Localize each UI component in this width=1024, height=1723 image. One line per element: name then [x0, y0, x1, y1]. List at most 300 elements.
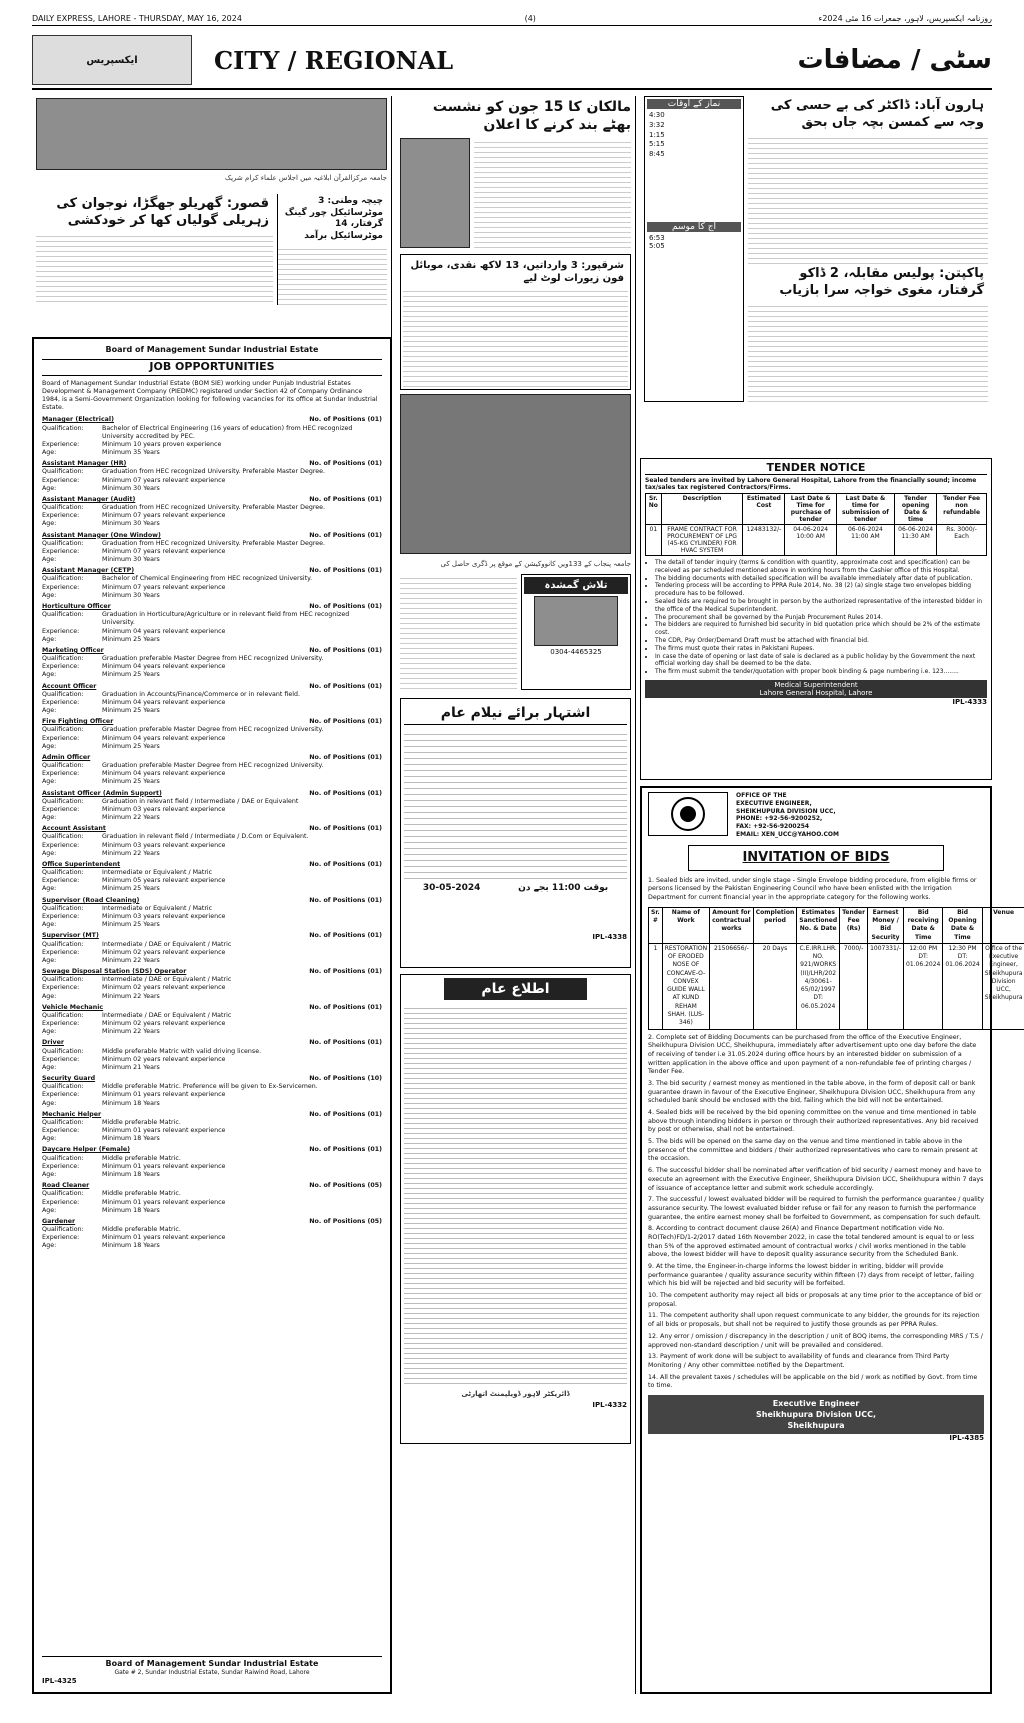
- job-position: [42, 1039, 382, 1072]
- job-position-count: No. of Positions (01): [309, 602, 382, 610]
- label: Qualification:: [42, 940, 84, 948]
- experience: Minimum 01 years relevant experience: [102, 1091, 226, 1099]
- qualification: Graduation from HEC recognized University. Preferable Master Degree.: [102, 468, 326, 476]
- table-cell: FRAME CONTRACT FOR PROCUREMENT OF LPG (45-KG CYLINDER) FOR HVAC SYSTEM: [661, 525, 743, 556]
- ipl-code: IPL-4385: [949, 1434, 984, 1443]
- label: Qualification:: [42, 904, 84, 912]
- table-cell: Rs. 3000/- Each: [937, 525, 987, 556]
- age: Minimum 25 Years: [102, 778, 160, 786]
- auction-text: [404, 729, 627, 879]
- tender-intro: Sealed tenders are invited by Lahore General Hospital, Lahore from the financially sound; income tax/sales tax registered Contractors/Firms.: [645, 477, 977, 491]
- header-left: DAILY EXPRESS, LAHORE - THURSDAY, MAY 16, 2024: [32, 14, 242, 23]
- age: Minimum 30 Years: [102, 556, 160, 564]
- experience: Minimum 03 years relevant experience: [102, 805, 226, 813]
- experience: Minimum 04 years relevant experience: [102, 770, 226, 778]
- age: Minimum 22 Years: [102, 849, 160, 857]
- qualification: Graduation in relevant field / Intermediate / D.Com or Equivalent.: [102, 833, 309, 841]
- story-text: [278, 245, 387, 305]
- job-position-count: No. of Positions (01): [309, 416, 382, 424]
- label: Experience:: [42, 476, 80, 484]
- bids-table: [648, 907, 1024, 1030]
- label: Age:: [42, 449, 57, 457]
- tender-note: • Tendering process will be according to PPRA Rule 2014, No. 38 (2) (a) single stage two envelopes bidding procedure has to be followed.: [655, 582, 987, 598]
- label: Experience:: [42, 913, 80, 920]
- label: Qualification:: [42, 869, 84, 877]
- group-photo: [36, 98, 387, 170]
- experience: Minimum 04 years relevant experience: [102, 627, 226, 635]
- label: Qualification:: [42, 797, 84, 805]
- auction-title: اشتہار برائے نیلام عام: [404, 702, 627, 725]
- invitation-para: 9. At the time, the Engineer-in-charge informs the lowest bidder in writing, bidder will provide performance guarantee / quality assurance security within fifteen (7) days from receipt of letter, failing which his bid will be rejected and bid security will be forfeited.: [648, 1263, 974, 1288]
- job-position-name: Driver: [42, 1039, 64, 1047]
- age: Minimum 25 Years: [102, 742, 160, 750]
- label: Qualification:: [42, 655, 84, 663]
- job-position-name: Supervisor (Road Cleaning): [42, 896, 140, 904]
- invitation-para: 6. The successful bidder shall be nominated after verification of bid security / earnest money and have to execute an agreement with the Executive Engineer, Sheikhupura Division UCC, Sheikhupura within 7 days of issuance of acceptance letter and submit work schedule accordingly.: [648, 1167, 984, 1192]
- label: Experience:: [42, 698, 80, 706]
- label: Experience:: [42, 734, 80, 742]
- label: Qualification:: [42, 611, 84, 619]
- story-text: [36, 232, 273, 302]
- label: Age:: [42, 885, 57, 893]
- prayer-time: 3:32: [649, 120, 665, 129]
- office-line: FAX: +92-56-9200254: [736, 823, 810, 831]
- label: Age:: [42, 1063, 57, 1071]
- job-position: [42, 416, 382, 457]
- job-position: [42, 567, 382, 600]
- job-position-count: No. of Positions (01): [309, 718, 382, 726]
- label: Age:: [42, 992, 57, 1000]
- story-text: [474, 138, 631, 248]
- job-position: [42, 683, 382, 716]
- label: Qualification:: [42, 726, 84, 734]
- table-cell: 21506656/-: [710, 943, 754, 1029]
- age: Minimum 22 Years: [102, 992, 160, 1000]
- label: Age:: [42, 956, 57, 964]
- invitation-para: 5. The bids will be opened on the same day on the venue and time mentioned in table above in the presence of the committee and bidders / their authorized representatives who care to remain present at the occasion.: [648, 1138, 978, 1163]
- age: Minimum 22 Years: [102, 956, 160, 964]
- label: Experience:: [42, 877, 80, 885]
- table-cell: 7000/-: [840, 943, 868, 1029]
- table-cell: 20 Days: [753, 943, 797, 1029]
- label: Experience:: [42, 1198, 80, 1206]
- headline-robbery: شرقپور: 3 وارداتیں، 13 لاکھ نقدی، موبائل فون زیورات لوٹ لیے: [410, 260, 624, 285]
- table-cell: Bid Opening Date & Time: [943, 907, 982, 943]
- table-cell: 04-06-2024 10:00 AM: [785, 525, 836, 556]
- label: Experience:: [42, 770, 80, 778]
- table-cell: Earnest Money / Bid Security: [868, 907, 904, 943]
- qualification: Middle preferable Matric.: [102, 1154, 181, 1162]
- table-cell: Bid receiving Date & Time: [904, 907, 943, 943]
- job-position-count: No. of Positions (10): [309, 1075, 382, 1083]
- table-cell: Estimated Cost: [743, 494, 785, 525]
- job-position: [42, 1146, 382, 1179]
- job-position-count: No. of Positions (01): [309, 460, 382, 468]
- label: Qualification:: [42, 539, 84, 547]
- invitation-para: 7. The successful / lowest evaluated bidder will be required to furnish the performance guarantee / quality assurance security. The lowest evaluated bidder refuse or fail for any reason to furnish the performance guarantee, the entire earnest money shall be forfeited to Government, as compensation for such default.: [648, 1196, 984, 1221]
- job-position-name: Gardener: [42, 1217, 76, 1225]
- table-cell: Tender opening Date & time: [894, 494, 936, 525]
- qualification: Intermediate / DAE or Equivalent / Matric: [102, 976, 232, 984]
- age: Minimum 30 Years: [102, 484, 160, 492]
- job-org: Board of Management Sundar Industrial Estate: [105, 345, 319, 354]
- label: Age:: [42, 520, 57, 528]
- qualification: Graduation preferable Master Degree from HEC recognized University.: [102, 726, 324, 734]
- experience: Minimum 04 years relevant experience: [102, 734, 226, 742]
- section-banner: [32, 32, 992, 90]
- prayer-times: [647, 109, 741, 162]
- qualification: Graduation in Horticulture/Agriculture or in relevant field from HEC recognized University.: [102, 611, 350, 627]
- tender-note: • The procurement shall be governed by the Punjab Procurement Rules 2014.: [655, 614, 987, 622]
- table-cell: Last Date & time for submission of tender: [836, 494, 894, 525]
- table-cell: Tender Fee non refundable: [937, 494, 987, 525]
- experience: Minimum 02 years relevant experience: [102, 948, 226, 956]
- punjab-emblem-icon: [648, 792, 728, 836]
- job-position-name: Horticulture Officer: [42, 602, 111, 610]
- job-position-name: Assistant Manager (One Window): [42, 531, 161, 539]
- table-cell: Sr. #: [649, 907, 663, 943]
- label: Qualification:: [42, 1154, 84, 1162]
- job-position-count: No. of Positions (01): [309, 1039, 382, 1047]
- qualification: Middle preferable Matric.: [102, 1190, 181, 1198]
- notice-footer: ڈائریکٹر لاہور ڈویلپمنٹ اتھارٹی: [461, 1390, 570, 1398]
- qualification: Graduation preferable Master Degree from HEC recognized University.: [102, 655, 324, 663]
- invitation-para: 2. Complete set of Bidding Documents can be purchased from the office of the Executive Engineer, Sheikhupura Division UCC, Sheikhupura, immediately after advertisement upto one day before the date of receiving of tender i.e 31.05.2024 during office hours by an interested bidder on submission of a written application in the above office and upon payment of a non-refundable fee of printing charges / Tender Fee.: [648, 1033, 977, 1076]
- tender-note: • Sealed bids are required to be brought in person by the authorized representative of the interested bidder in the office of the Medical Superintendent.: [655, 598, 987, 614]
- job-position-count: No. of Positions (01): [309, 825, 382, 833]
- notice-text: [404, 1004, 627, 1384]
- auction-date: 30-05-2024: [422, 883, 481, 893]
- ipl-code: IPL-4325: [42, 1676, 77, 1685]
- table-cell: C.E.IRR.LHR. NO. 921/WORKS (II)/LHR/202 4/30061-65/02/1997 DT: 06.05.2024: [797, 943, 840, 1029]
- label: Qualification:: [42, 575, 84, 583]
- qualification: Bachelor of Chemical Engineering from HEC recognized University.: [102, 575, 312, 583]
- label: Age:: [42, 1028, 57, 1036]
- story-text: [748, 134, 988, 264]
- story-text: [400, 574, 517, 690]
- table-cell: 12:30 PM DT: 01.06.2024: [943, 943, 982, 1029]
- job-position-count: No. of Positions (01): [309, 1110, 382, 1118]
- job-position-count: No. of Positions (05): [309, 1217, 382, 1225]
- experience: Minimum 07 years relevant experience: [102, 476, 226, 484]
- job-position-name: Vehicle Mechanic: [42, 1003, 104, 1011]
- label: Experience:: [42, 1091, 80, 1099]
- experience: Minimum 01 years relevant experience: [102, 1234, 226, 1242]
- job-position-name: Security Guard: [42, 1075, 96, 1083]
- label: Qualification:: [42, 1118, 84, 1126]
- job-position-name: Assistant Manager (Audit): [42, 495, 136, 503]
- tender-note: • The CDR, Pay Order/Demand Draft must be attached with financial bid.: [655, 637, 987, 645]
- job-position-count: No. of Positions (01): [309, 753, 382, 761]
- label: Qualification:: [42, 1011, 84, 1019]
- table-cell: Sr. No: [646, 494, 662, 525]
- missing-title: تلاش گمشدہ: [524, 577, 628, 594]
- office-line: SHEIKHUPURA DIVISION UCC,: [736, 807, 836, 815]
- invitation-of-bids-ad: [640, 786, 1023, 1694]
- section-title: CITY / REGIONAL: [214, 45, 454, 75]
- qualification: Middle preferable Matric with valid driving license.: [102, 1047, 262, 1055]
- label: Age:: [42, 1170, 57, 1178]
- auction-time: بوقت 11:00 بجے دن: [518, 883, 609, 893]
- job-position-name: Assistant Officer (Admin Support): [42, 789, 162, 797]
- age: Minimum 25 Years: [102, 671, 160, 679]
- table-cell: 12:00 PM DT: 01.06.2024: [904, 943, 943, 1029]
- job-position-name: Sewage Disposal Station (SDS) Operator: [42, 968, 187, 976]
- header-right: روزنامہ ایکسپریس، لاہور، جمعرات 16 مئی 2024ء: [818, 14, 992, 23]
- label: Qualification:: [42, 468, 84, 476]
- job-position-name: Daycare Helper (Female): [42, 1146, 131, 1154]
- invitation-para: 8. According to contract document clause 26(A) and Finance Department notification vide No. RO(Tech)FD/1-2/2017 dated 16th November 2022, in case the total tendered amount is equal to or less than 5% of the approved estimated amount of contractual works / civil works mentioned in the table above, the lowest bidder will have to deposit quality assurance security from the Scheduled Bank.: [648, 1225, 975, 1259]
- page-header: [32, 14, 992, 26]
- job-position-name: Marketing Officer: [42, 646, 104, 654]
- engineer-city: Sheikhupura: [787, 1421, 845, 1430]
- label: Experience:: [42, 512, 80, 520]
- label: Experience:: [42, 841, 80, 849]
- label: Qualification:: [42, 1226, 84, 1234]
- job-position-name: Admin Officer: [42, 753, 91, 761]
- office-line: EMAIL: XEN_UCC@YAHOO.COM: [736, 830, 839, 838]
- label: Age:: [42, 849, 57, 857]
- age: Minimum 35 Years: [102, 449, 160, 457]
- invitation-para: 11. The competent authority shall upon request communicate to any bidder, the grounds for its rejection of all bids or proposals, but shall not be required to justify those grounds as per PPRA Rules.: [648, 1312, 980, 1329]
- job-title: JOB OPPORTUNITIES: [42, 359, 382, 375]
- job-position-name: Supervisor (MT): [42, 932, 99, 940]
- weather-time: 5:05: [649, 241, 665, 250]
- story-text: [748, 302, 988, 402]
- qualification: Graduation in relevant field / Intermediate / DAE or Equivalent: [102, 797, 299, 805]
- tender-notes: [645, 559, 987, 676]
- table-cell: 06-06-2024 11:30 AM: [894, 525, 936, 556]
- portrait-photo: [400, 138, 470, 248]
- age: Minimum 25 Years: [102, 707, 160, 715]
- job-position-count: No. of Positions (05): [309, 1182, 382, 1190]
- age: Minimum 25 Years: [102, 885, 160, 893]
- ipl-code: IPL-4333: [952, 697, 987, 706]
- convocation-photo: [400, 394, 631, 554]
- qualification: Graduation from HEC recognized University. Preferable Master Degree.: [102, 504, 326, 512]
- job-position: [42, 1182, 382, 1215]
- job-position-count: No. of Positions (01): [309, 968, 382, 976]
- label: Experience:: [42, 583, 80, 591]
- job-position: [42, 532, 382, 565]
- weather-times: [647, 232, 741, 252]
- label: Qualification:: [42, 762, 84, 770]
- label: Experience:: [42, 1162, 80, 1170]
- table-cell: Office of the Executive Engineer, Sheikhupura Division UCC, Sheikhupura: [982, 943, 1024, 1029]
- job-position-count: No. of Positions (01): [309, 1146, 382, 1154]
- job-position-count: No. of Positions (01): [309, 495, 382, 503]
- job-position: [42, 861, 382, 894]
- job-opportunities-ad: [32, 337, 392, 1694]
- label: Qualification:: [42, 504, 84, 512]
- table-cell: Tender Fee (Rs): [840, 907, 868, 943]
- job-position-name: Assistant Manager (CETP): [42, 567, 135, 575]
- invitation-para: 4. Sealed bids will be received by the bid opening committee on the venue and time mentioned in table above through intending bidders in person or through their authorized representatives. Any bid received by post or otherwise, shall not be entertained.: [648, 1109, 979, 1134]
- tender-table: [645, 493, 987, 556]
- engineer-title: Executive Engineer: [772, 1398, 860, 1408]
- job-position-name: Road Cleaner: [42, 1182, 90, 1190]
- convocation-caption: جامعہ پنجاب کے 133ویں کانووکیشن کے موقع پر ڈگری حاصل کی: [440, 560, 631, 569]
- prayer-time: 4:30: [649, 111, 665, 119]
- tender-note: • The firms must quote their rates in Pakistani Rupees.: [655, 645, 987, 653]
- job-position-name: Fire Fighting Officer: [42, 718, 114, 726]
- tender-note: • In case the date of opening or last date of sale is declared as a public holiday by the Government the next official working day shall be deemed to be the date.: [655, 653, 987, 669]
- age: Minimum 30 Years: [102, 591, 160, 599]
- invitation-para: 14. All the prevalent taxes / schedules will be applicable on the bid / work as notified by Govt. from time to time.: [648, 1373, 978, 1390]
- experience: Minimum 10 years proven experience: [102, 440, 222, 448]
- age: Minimum 21 Years: [102, 1063, 160, 1071]
- label: Experience:: [42, 984, 80, 992]
- label: Age:: [42, 814, 57, 822]
- label: Age:: [42, 484, 57, 492]
- table-cell: RESTORATION OF ERODED NOSE OF CONCAVE-O-CONVEX GUIDE WALL AT KUND REHAM SHAH. (LUS-346): [662, 943, 709, 1029]
- table-cell: Amount for contractual works: [710, 907, 754, 943]
- label: Age:: [42, 742, 57, 750]
- headline-pakpattan: پاکپتن: پولیس مقابلہ، 2 ڈاکو گرفتار، مغوی خواجہ سرا بازیاب: [779, 265, 984, 298]
- qualification: Intermediate or Equivalent / Matric: [102, 904, 213, 912]
- office-line: PHONE: +92-56-9200252,: [736, 815, 823, 823]
- job-position-count: No. of Positions (01): [309, 896, 382, 904]
- table-cell: Estimates Sanctioned No. & Date: [797, 907, 840, 943]
- job-position: [42, 496, 382, 529]
- age: Minimum 18 Years: [102, 1206, 160, 1214]
- label: Qualification:: [42, 690, 84, 698]
- age: Minimum 22 Years: [102, 1028, 160, 1036]
- invitation-para: 3. The bid security / earnest money as mentioned in the table above, in the form of deposit call or bank guarantee drawn in favour of the Executive Engineer, Sheikhupura Division UCC, Sheikhupura from any scheduled bank should be enclosed with the bid, failing which the bid will not be entertained.: [648, 1079, 976, 1105]
- label: Qualification:: [42, 1190, 84, 1198]
- qualification: Intermediate or Equivalent / Matric: [102, 869, 213, 877]
- job-position: [42, 1004, 382, 1037]
- age: Minimum 22 Years: [102, 814, 160, 822]
- headline-harunabad: ہارون آباد: ڈاکٹر کی بے حسی کی وجہ سے کمسن بچہ جاں بحق: [770, 98, 984, 130]
- label: Age:: [42, 556, 57, 564]
- job-position-name: Assistant Manager (HR): [42, 460, 127, 468]
- experience: Minimum 03 years relevant experience: [102, 841, 226, 849]
- label: Experience:: [42, 627, 80, 635]
- job-position-name: Account Officer: [42, 682, 97, 690]
- table-cell: Last Date & Time for purchase of tender: [785, 494, 836, 525]
- label: Qualification:: [42, 1047, 84, 1055]
- label: Experience:: [42, 547, 80, 555]
- label: Qualification:: [42, 833, 84, 841]
- tender-note: • The firm must submit the tender/quotation with proper book binding & page numbering i.e. 123........: [655, 668, 987, 676]
- story-text: [403, 287, 628, 387]
- office-address: [736, 792, 839, 839]
- job-position-name: Mechanic Helper: [42, 1110, 102, 1118]
- experience: Minimum 02 years relevant experience: [102, 1020, 226, 1028]
- express-logo: ایکسپریس: [32, 35, 192, 85]
- qualification: Intermediate / DAE or Equivalent / Matric: [102, 940, 232, 948]
- job-position: [42, 603, 382, 644]
- job-position: [42, 1218, 382, 1251]
- qualification: Intermediate / DAE or Equivalent / Matric: [102, 1011, 232, 1019]
- label: Age:: [42, 671, 57, 679]
- job-position: [42, 460, 382, 493]
- qualification: Bachelor of Electrical Engineering (16 years of education) from HEC recognized University accredited by PEC.: [102, 424, 353, 440]
- age: Minimum 25 Years: [102, 635, 160, 643]
- invitation-para-1: 1. Sealed bids are invited, under single stage - Single Envelope bidding procedure, from eligible firms or persons licensed by the Pakistan Engineering Council who have been enlisted with the Irrigation Department for current financial year in the appropriate category for the following works.: [648, 876, 977, 902]
- job-footer: [42, 1656, 382, 1686]
- qualification: Middle preferable Matric.: [102, 1226, 181, 1234]
- label: Age:: [42, 1206, 57, 1214]
- job-position-count: No. of Positions (01): [309, 531, 382, 539]
- missing-person-photo: [534, 596, 618, 646]
- table-cell: Completion period: [753, 907, 797, 943]
- label: Age:: [42, 707, 57, 715]
- qualification: Graduation in Accounts/Finance/Commerce or in relevant field.: [102, 690, 300, 698]
- job-position-count: No. of Positions (01): [309, 1003, 382, 1011]
- tender-note: • The bidders are required to furnished bid security in bid quotation price which should be 2% of the estimate cost.: [655, 621, 987, 637]
- table-cell: Name of Work: [662, 907, 709, 943]
- invitation-paras: [648, 1034, 984, 1391]
- experience: Minimum 01 years relevant experience: [102, 1127, 226, 1135]
- experience: Minimum 02 years relevant experience: [102, 984, 226, 992]
- headline-kilns: مالکان کا 15 جون کو نشست بھٹے بند کرنے کا اعلان: [432, 99, 631, 134]
- job-intro: Board of Management Sundar Industrial Estate (BOM SIE) working under Punjab Industrial Estates Development & Management Company (PIEDMC) registered under Section 42 of Company Ordinance 1984, is a Semi-Government Organization looking for following vacancies for its office at Sundar Industrial Estate.: [42, 379, 378, 412]
- ipl-code: IPL-4338: [592, 933, 627, 941]
- job-position: [42, 825, 382, 858]
- tender-note: • The bidding documents with detailed specification will be available immediately after date of publication.: [655, 575, 987, 583]
- age: Minimum 30 Years: [102, 520, 160, 528]
- job-position: [42, 897, 382, 930]
- experience: Minimum 07 years relevant experience: [102, 547, 226, 555]
- table-cell: Venue: [982, 907, 1024, 943]
- qualification: Middle preferable Matric.: [102, 1118, 181, 1126]
- label: Qualification:: [42, 1083, 84, 1091]
- tender-notice-ad: [640, 458, 992, 780]
- label: Experience:: [42, 805, 80, 813]
- experience: Minimum 02 years relevant experience: [102, 1055, 226, 1063]
- label: Experience:: [42, 1234, 80, 1242]
- invitation-para: 12. Any error / omission / discrepancy in the description / unit of BOQ items, the corresponding MRS / T.S / approved non-standard description / unit will be prevailed and considered.: [648, 1332, 983, 1349]
- job-position-count: No. of Positions (01): [309, 682, 382, 690]
- prayer-time: 5:15: [649, 140, 665, 149]
- age: Minimum 18 Years: [102, 1099, 160, 1107]
- experience: Minimum 01 years relevant experience: [102, 1198, 226, 1206]
- job-position: [42, 932, 382, 965]
- experience: Minimum 04 years relevant experience: [102, 698, 226, 706]
- headline-chichawatni: چیچہ وطنی: 3 موٹرسائیکل چور گینگ گرفتار، 14 موٹرسائیکل برآمد: [284, 196, 383, 242]
- experience: Minimum 07 years relevant experience: [102, 583, 226, 591]
- job-position-name: Manager (Electrical): [42, 416, 114, 424]
- invitation-para: 10. The competent authority may reject all bids or proposals at any time prior to the acceptance of bid or proposal.: [648, 1292, 982, 1308]
- job-position: [42, 1111, 382, 1144]
- notice-title: اطلاع عام: [444, 978, 587, 1000]
- label: Age:: [42, 1242, 57, 1250]
- ipl-code: IPL-4332: [592, 1401, 627, 1410]
- qualification: Graduation preferable Master Degree from HEC recognized University.: [102, 762, 324, 770]
- tender-title: TENDER NOTICE: [645, 461, 987, 475]
- table-cell: 1: [649, 943, 663, 1029]
- label: Age:: [42, 591, 57, 599]
- qualification: Middle preferable Matric. Preference will be given to Ex-Servicemen.: [102, 1083, 318, 1091]
- headline-qasur: قصور: گھریلو جھگڑا، نوجوان کی زہریلی گولیاں کھا کر خودکشی: [56, 196, 269, 228]
- job-position: [42, 647, 382, 680]
- job-position: [42, 968, 382, 1001]
- label: Age:: [42, 1099, 57, 1107]
- job-position-count: No. of Positions (01): [309, 646, 382, 654]
- section-title-urdu: سٹی / مضافات: [797, 45, 992, 75]
- prayer-title: نماز کے اوقات: [647, 99, 741, 109]
- label: Age:: [42, 778, 57, 786]
- weather-title: آج کا موسم: [647, 222, 741, 232]
- job-position-count: No. of Positions (01): [309, 789, 382, 797]
- job-position: [42, 790, 382, 823]
- column-2: [396, 96, 636, 1694]
- office-line: OFFICE OF THE: [736, 792, 787, 799]
- job-position-name: Account Assistant: [42, 825, 106, 833]
- label: Experience:: [42, 1055, 80, 1063]
